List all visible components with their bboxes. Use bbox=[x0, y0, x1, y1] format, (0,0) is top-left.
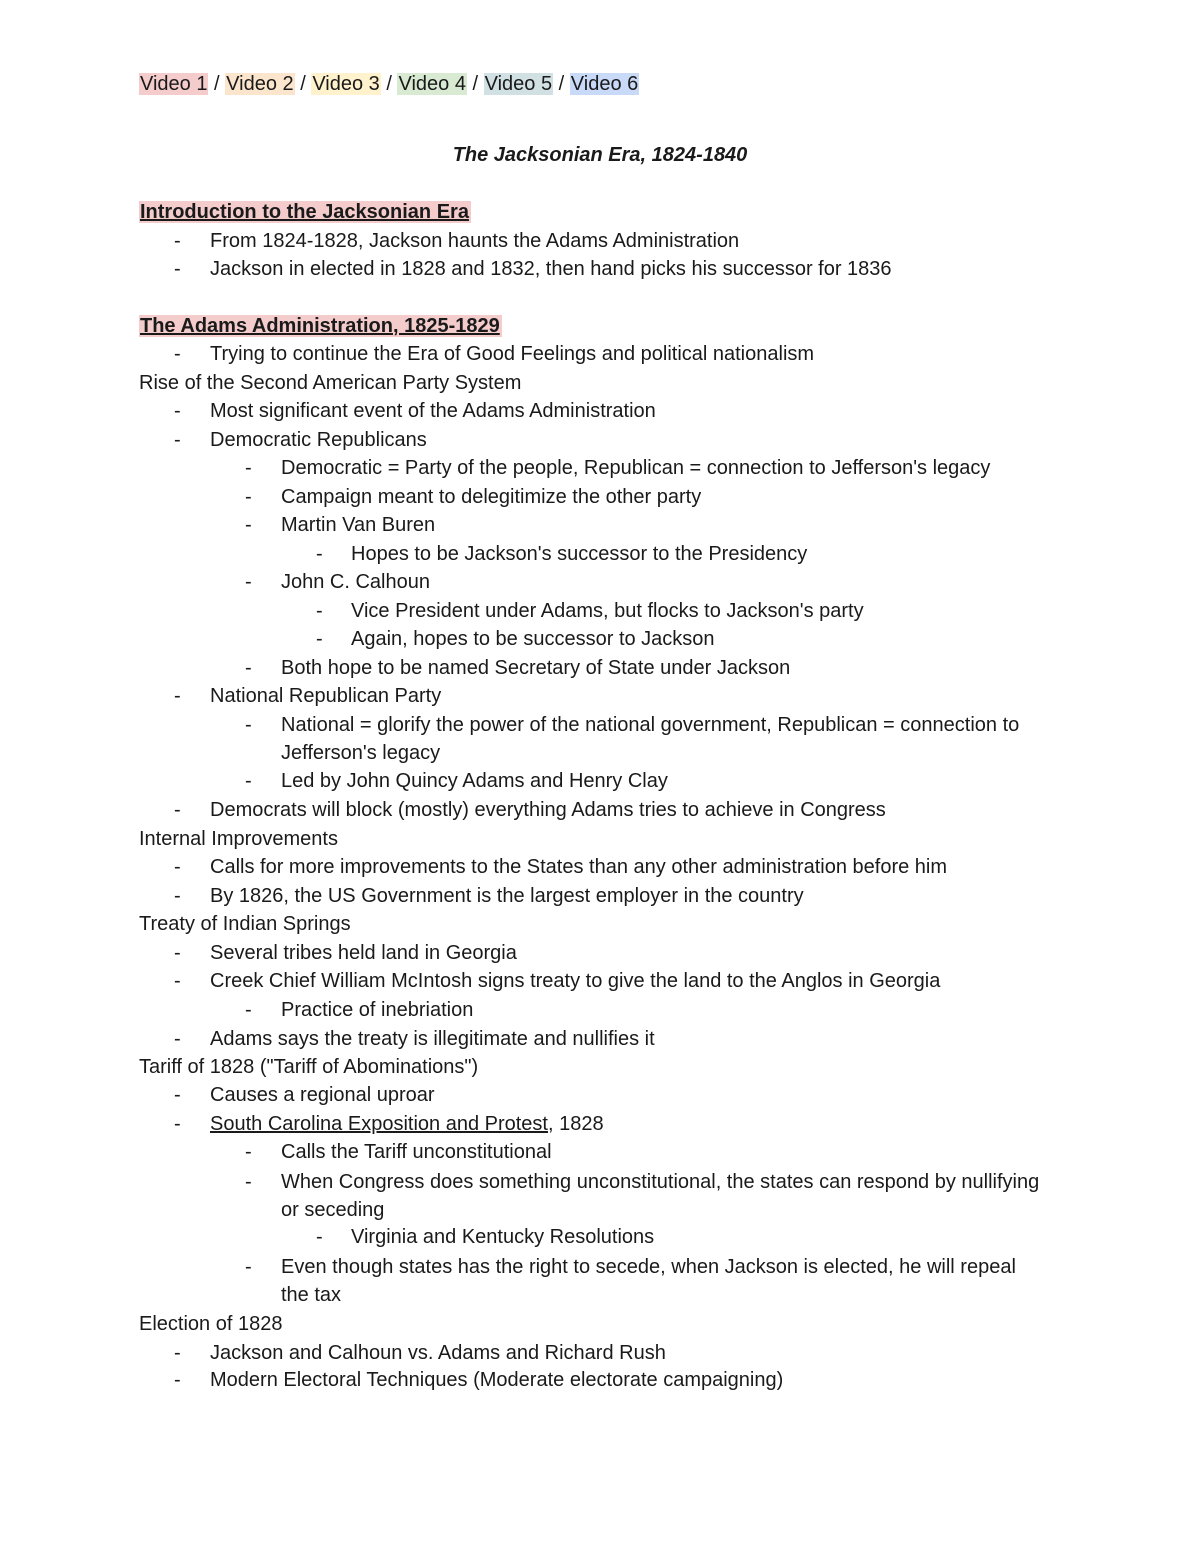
bullet-dash: - bbox=[316, 600, 323, 622]
list-item: Practice of inebriation bbox=[281, 999, 474, 1021]
list-item: Adams says the treaty is illegitimate and nullifies it bbox=[210, 1028, 655, 1050]
document-title: The Jacksonian Era, 1824-1840 bbox=[452, 144, 748, 166]
bullet-dash: - bbox=[316, 543, 323, 565]
section-heading-adams: The Adams Administration, 1825-1829 bbox=[140, 315, 500, 337]
subsection-heading: Internal Improvements bbox=[139, 828, 338, 850]
bullet-dash: - bbox=[316, 1226, 323, 1248]
underlined-title: South Carolina Exposition and Protest bbox=[210, 1113, 548, 1135]
video-6-link[interactable]: Video 6 bbox=[570, 73, 639, 95]
bullet-dash: - bbox=[174, 1342, 181, 1364]
list-item: Most significant event of the Adams Administration bbox=[210, 400, 656, 422]
subsection-heading: Rise of the Second American Party System bbox=[139, 372, 522, 394]
list-item: Democratic Republicans bbox=[210, 429, 427, 451]
list-item: Led by John Quincy Adams and Henry Clay bbox=[281, 770, 668, 792]
bullet-dash: - bbox=[245, 1171, 252, 1193]
section-heading-introduction: Introduction to the Jacksonian Era bbox=[140, 201, 469, 223]
list-item: John C. Calhoun bbox=[281, 571, 430, 593]
bullet-dash: - bbox=[174, 942, 181, 964]
list-item: Martin Van Buren bbox=[281, 514, 436, 536]
bullet-dash: - bbox=[245, 514, 252, 536]
bullet-dash: - bbox=[245, 1256, 252, 1278]
bullet-dash: - bbox=[174, 685, 181, 707]
nav-separator: / bbox=[380, 73, 398, 95]
bullet-dash: - bbox=[174, 1028, 181, 1050]
list-item: Democrats will block (mostly) everything Adams tries to achieve in Congress bbox=[210, 799, 886, 821]
list-item: National = glorify the power of the national government, Republican = connection to Jefferson's legacy bbox=[281, 714, 1020, 764]
bullet-dash: - bbox=[174, 230, 181, 252]
bullet-dash: - bbox=[174, 799, 181, 821]
subsection-heading: Tariff of 1828 ("Tariff of Abominations") bbox=[139, 1056, 479, 1078]
bullet-dash: - bbox=[245, 657, 252, 679]
bullet-dash: - bbox=[174, 856, 181, 878]
list-item: Jackson and Calhoun vs. Adams and Richard Rush bbox=[210, 1342, 666, 1364]
subsection-heading: Treaty of Indian Springs bbox=[139, 913, 351, 935]
nav-separator: / bbox=[553, 73, 570, 95]
list-item: When Congress does something unconstitutional, the states can respond by nullifying or seceding bbox=[281, 1171, 1040, 1221]
item-suffix: , 1828 bbox=[547, 1113, 604, 1135]
list-item: Jackson in elected in 1828 and 1832, then hand picks his successor for 1836 bbox=[210, 258, 892, 280]
list-item bbox=[210, 1110, 604, 1138]
bullet-dash: - bbox=[245, 1141, 252, 1163]
bullet-dash: - bbox=[174, 429, 181, 451]
list-item: Democratic = Party of the people, Republican = connection to Jefferson's legacy bbox=[281, 457, 991, 479]
list-item: Several tribes held land in Georgia bbox=[210, 942, 517, 964]
list-item: Modern Electoral Techniques (Moderate electorate campaigning) bbox=[210, 1369, 784, 1391]
list-item: Hopes to be Jackson's successor to the Presidency bbox=[351, 543, 808, 565]
video-2-link[interactable]: Video 2 bbox=[226, 73, 294, 95]
bullet-dash: - bbox=[245, 486, 252, 508]
bullet-dash: - bbox=[174, 1369, 181, 1391]
subsection-heading: Election of 1828 bbox=[139, 1313, 283, 1335]
bullet-dash: - bbox=[174, 885, 181, 907]
bullet-dash: - bbox=[174, 343, 181, 365]
nav-separator: / bbox=[208, 73, 226, 95]
bullet-dash: - bbox=[245, 571, 252, 593]
bullet-dash: - bbox=[245, 999, 252, 1021]
list-item: Trying to continue the Era of Good Feelings and political nationalism bbox=[210, 343, 815, 365]
list-item: Both hope to be named Secretary of State under Jackson bbox=[281, 657, 791, 679]
video-1-link[interactable]: Video 1 bbox=[140, 73, 208, 95]
bullet-dash: - bbox=[245, 714, 252, 736]
bullet-dash: - bbox=[174, 1084, 181, 1106]
list-item: Calls the Tariff unconstitutional bbox=[281, 1141, 552, 1163]
list-item: Vice President under Adams, but flocks to Jackson's party bbox=[351, 600, 864, 622]
bullet-dash: - bbox=[245, 457, 252, 479]
bullet-dash: - bbox=[245, 770, 252, 792]
list-item: Even though states has the right to secede, when Jackson is elected, he will repeal the tax bbox=[281, 1256, 1016, 1306]
nav-separator: / bbox=[466, 73, 484, 95]
video-5-link[interactable]: Video 5 bbox=[484, 73, 553, 95]
bullet-dash: - bbox=[174, 970, 181, 992]
video-3-link[interactable]: Video 3 bbox=[312, 73, 380, 95]
list-item: Again, hopes to be successor to Jackson bbox=[351, 628, 715, 650]
bullet-dash: - bbox=[174, 400, 181, 422]
list-item: Campaign meant to delegitimize the other party bbox=[281, 486, 702, 508]
nav-separator: / bbox=[294, 73, 312, 95]
list-item: Virginia and Kentucky Resolutions bbox=[351, 1226, 655, 1248]
list-item: National Republican Party bbox=[210, 685, 442, 707]
bullet-dash: - bbox=[316, 628, 323, 650]
list-item: Calls for more improvements to the States than any other administration before him bbox=[210, 856, 948, 878]
video-nav bbox=[139, 71, 639, 97]
list-item: Creek Chief William McIntosh signs treaty to give the land to the Anglos in Georgia bbox=[210, 970, 941, 992]
list-item: By 1826, the US Government is the largest employer in the country bbox=[210, 885, 804, 907]
list-item: Causes a regional uproar bbox=[210, 1084, 435, 1106]
list-item: From 1824-1828, Jackson haunts the Adams Administration bbox=[210, 230, 740, 252]
bullet-dash: - bbox=[174, 258, 181, 280]
video-4-link[interactable]: Video 4 bbox=[398, 73, 466, 95]
bullet-dash: - bbox=[174, 1113, 181, 1135]
